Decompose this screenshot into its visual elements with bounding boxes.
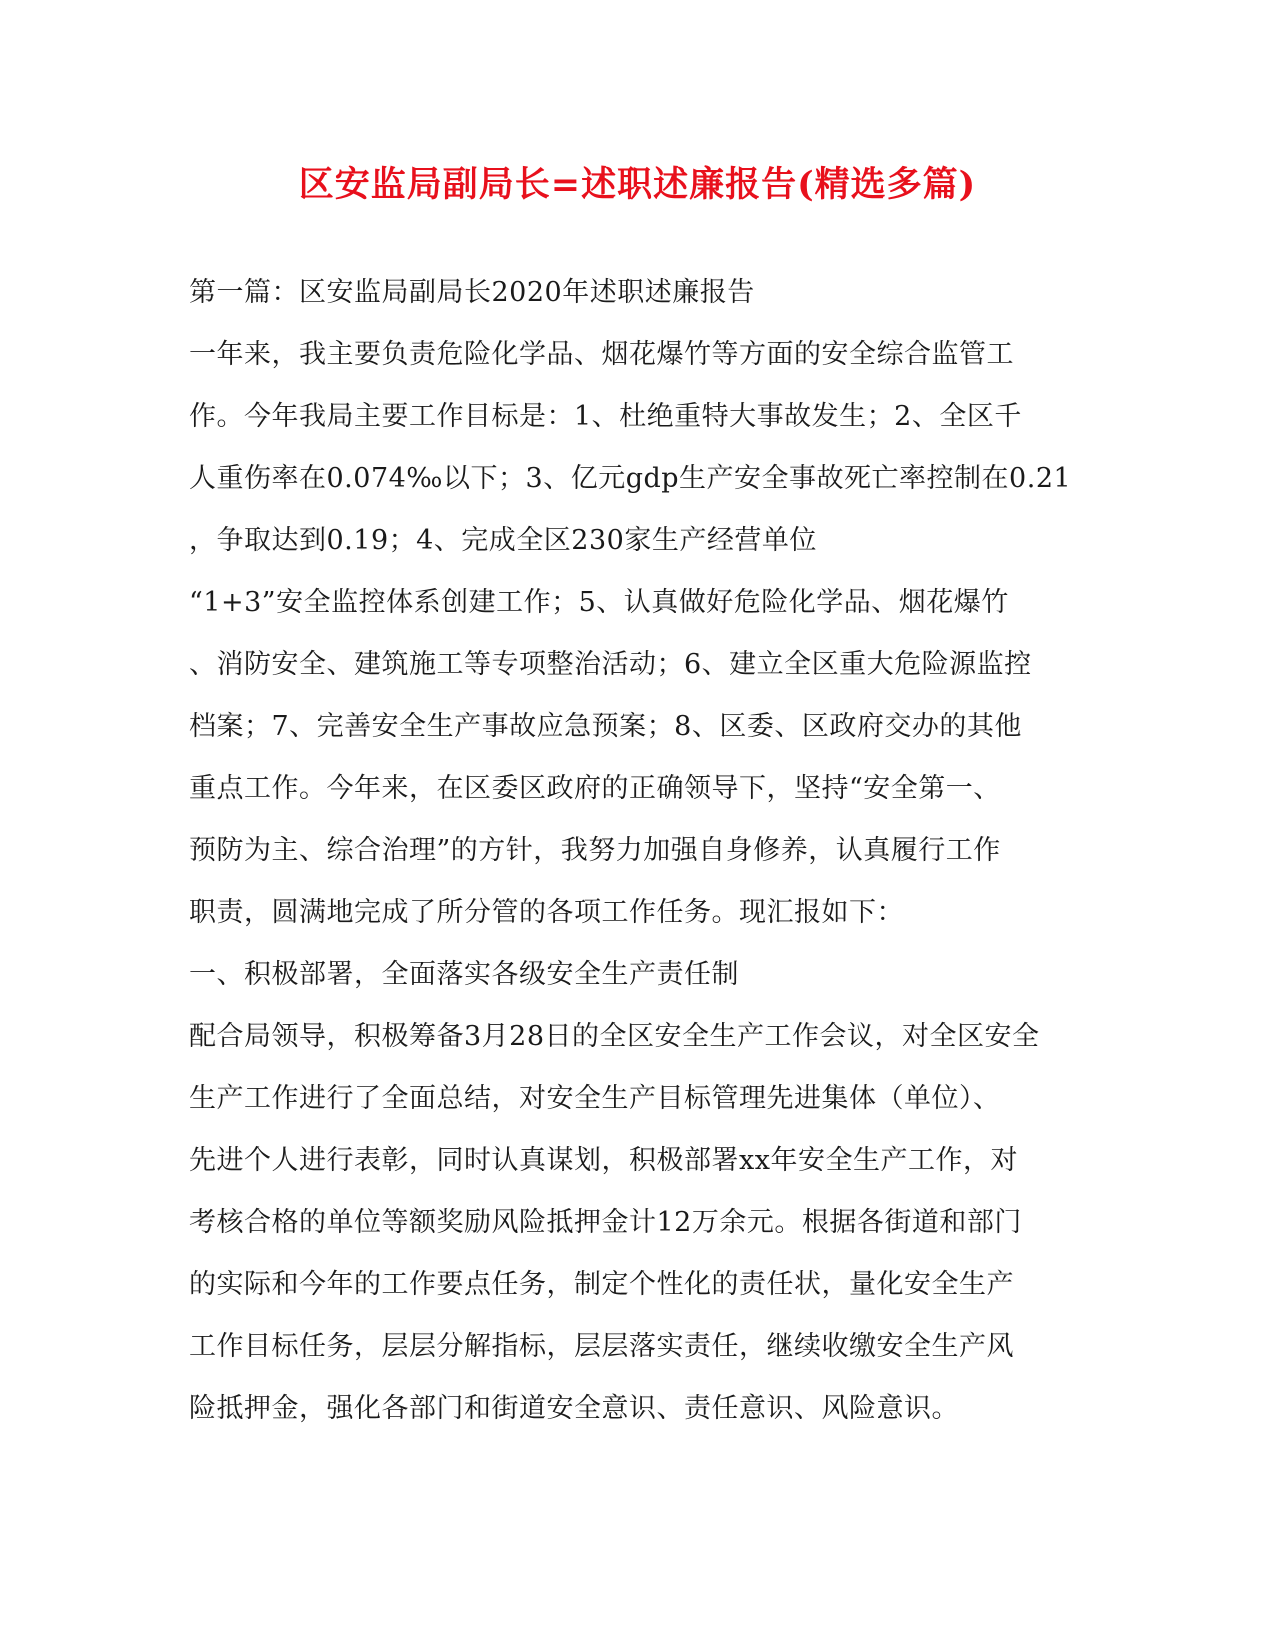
text-line: 的实际和今年的工作要点任务，制定个性化的责任状，量化安全生产 <box>189 1269 1014 1300</box>
text-line: 先进个人进行表彰，同时认真谋划，积极部署xx年安全生产工作，对 <box>189 1145 1018 1176</box>
text-line: 生产工作进行了全面总结，对安全生产目标管理先进集体（单位）、 <box>189 1083 1001 1114</box>
text-line: 险抵押金，强化各部门和街道安全意识、责任意识、风险意识。 <box>189 1393 959 1424</box>
text-line: 人重伤率在0.074‰以下；3、亿元gdp生产安全事故死亡率控制在0.21 <box>189 463 1072 494</box>
text-line: ，争取达到0.19；4、完成全区230家生产经营单位 <box>189 525 817 556</box>
section-heading: 一、积极部署，全面落实各级安全生产责任制 <box>189 959 739 990</box>
document-title: 区安监局副局长=述职述廉报告(精选多篇) <box>298 164 977 205</box>
text-line: “1+3”安全监控体系创建工作；5、认真做好危险化学品、烟花爆竹 <box>189 587 1009 618</box>
text-line: 考核合格的单位等额奖励风险抵押金计12万余元。根据各街道和部门 <box>189 1207 1022 1238</box>
text-line: 第一篇：区安监局副局长2020年述职述廉报告 <box>189 277 755 308</box>
text-line: 职责，圆满地完成了所分管的各项工作任务。现汇报如下： <box>189 897 904 928</box>
text-line: 预防为主、综合治理”的方针，我努力加强自身修养，认真履行工作 <box>189 835 1001 866</box>
text-line: 重点工作。今年来，在区委区政府的正确领导下，坚持“安全第一、 <box>189 773 1001 804</box>
text-line: 作。今年我局主要工作目标是：1、杜绝重特大事故发生；2、全区千 <box>189 401 1022 432</box>
text-line: 配合局领导，积极筹备3月28日的全区安全生产工作会议，对全区安全 <box>189 1021 1040 1052</box>
text-line: 工作目标任务，层层分解指标，层层落实责任，继续收缴安全生产风 <box>189 1331 1014 1362</box>
text-line: 一年来，我主要负责危险化学品、烟花爆竹等方面的安全综合监管工 <box>189 339 1014 370</box>
document-body <box>189 278 1089 1456</box>
text-line: 档案；7、完善安全生产事故应急预案；8、区委、区政府交办的其他 <box>189 711 1022 742</box>
text-line: 、消防安全、建筑施工等专项整治活动；6、建立全区重大危险源监控 <box>189 649 1032 680</box>
